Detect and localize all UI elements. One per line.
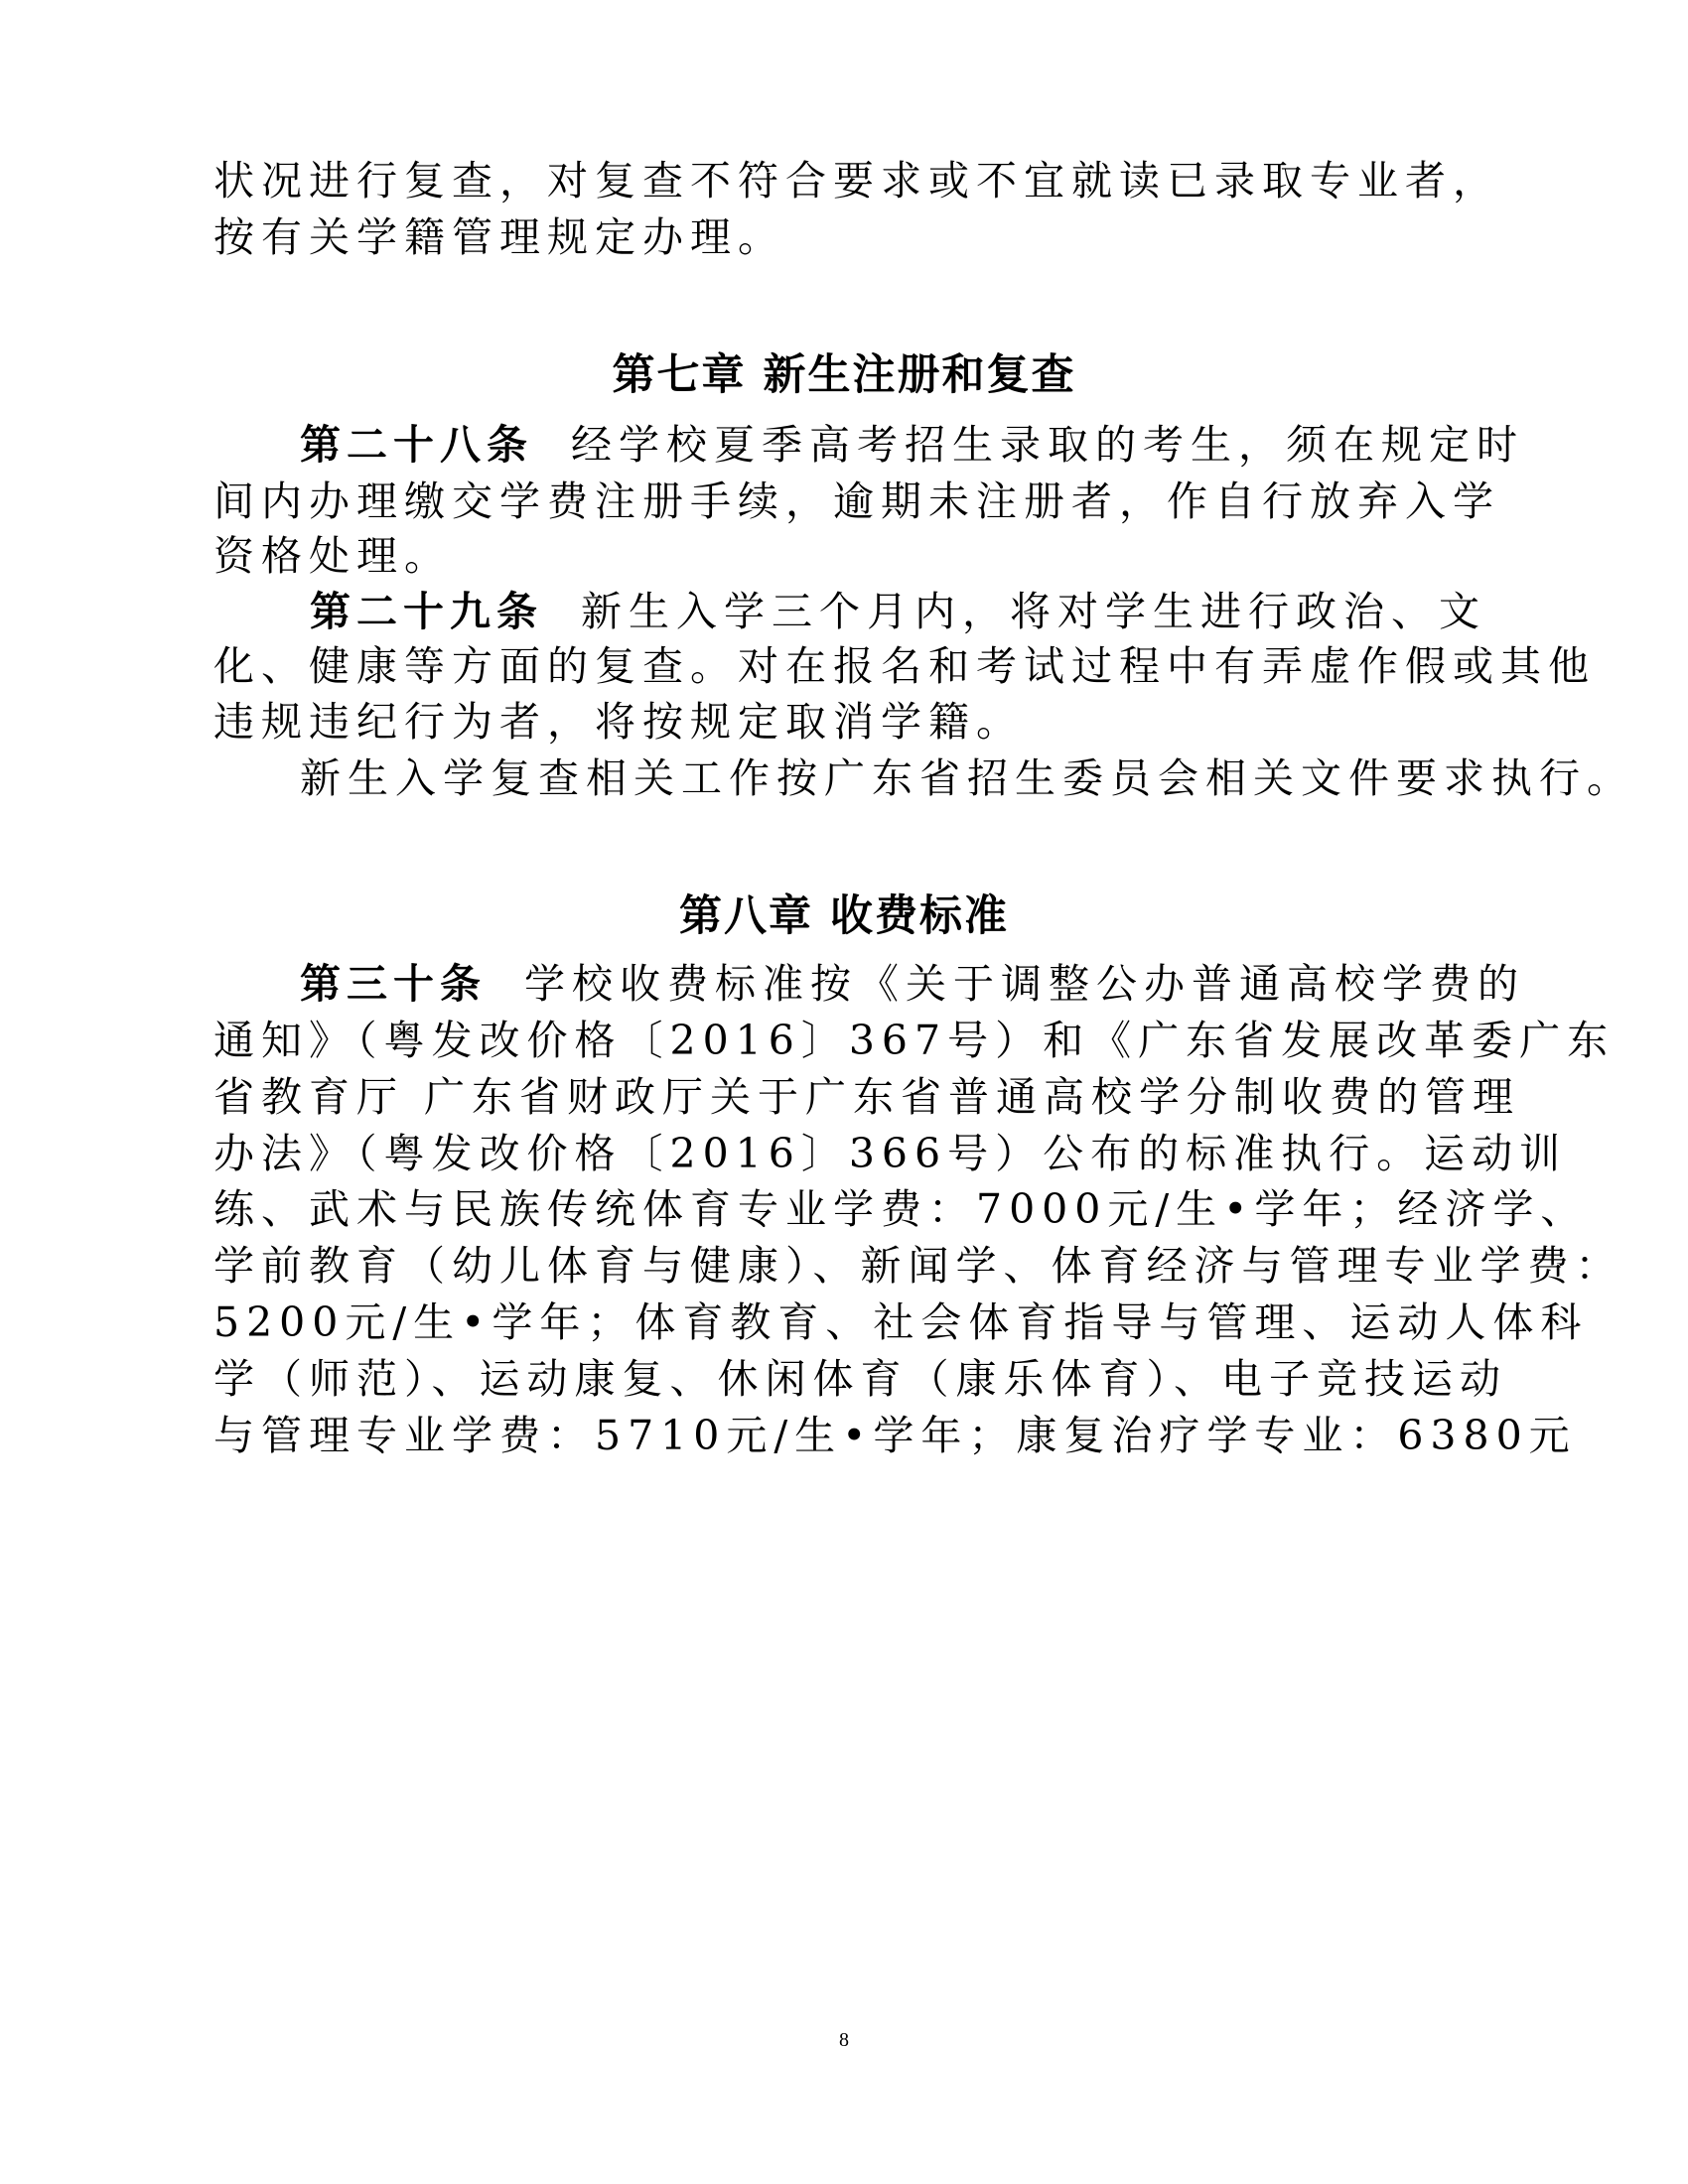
paragraph-line: 化、健康等方面的复查。对在报名和考试过程中有弄虚作假或其他: [213, 642, 1596, 690]
article-label: 第三十条: [300, 960, 487, 1008]
paragraph-line: 按有关学籍管理规定办理。: [213, 213, 785, 261]
article-text: 新生入学三个月内，将对学生进行政治、文: [581, 588, 1487, 635]
paragraph-line: 学（师范）、运动康复、休闲体育（康乐体育）、电子竞技运动: [213, 1355, 1507, 1403]
chapter-heading: 第七章 新生注册和复查: [612, 350, 1076, 400]
paragraph-line: 间内办理缴交学费注册手续，逾期未注册者，作自行放弃入学: [213, 478, 1500, 525]
paragraph-line: 状况进行复查，对复查不符合要求或不宜就读已录取专业者，: [213, 157, 1500, 205]
article-text: 经学校夏季高考招生录取的考生，须在规定时: [571, 421, 1525, 469]
paragraph-line: 违规违纪行为者，将按规定取消学籍。: [213, 698, 1024, 746]
paragraph-line: 办法》（粤发改价格〔2016〕366号）公布的标准执行。运动训: [213, 1130, 1568, 1177]
paragraph-line: 5200元/生•学年；体育教育、社会体育指导与管理、运动人体科: [213, 1298, 1589, 1346]
page-number: 8: [839, 2029, 849, 2051]
article-28-first-line: [300, 415, 1524, 475]
chapter-heading: 第八章 收费标准: [679, 891, 1009, 941]
article-29-first-line: [310, 582, 1486, 641]
article-label: 第二十九条: [310, 588, 543, 635]
article-30-first-line: [300, 954, 1525, 1014]
article-text: 学校收费标准按《关于调整公办普通高校学费的: [524, 960, 1526, 1008]
article-label: 第二十八条: [300, 421, 533, 469]
paragraph-line: 资格处理。: [213, 532, 452, 580]
paragraph-line: 新生入学复查相关工作按广东省招生委员会相关文件要求执行。: [300, 754, 1634, 802]
paragraph-line: 练、武术与民族传统体育专业学费：7000元/生•学年；经济学、: [213, 1185, 1589, 1233]
paragraph-line: 与管理专业学费：5710元/生•学年；康复治疗学专业：6380元: [213, 1412, 1577, 1459]
paragraph-line: 学前教育（幼儿体育与健康）、新闻学、体育经济与管理专业学费：: [213, 1242, 1623, 1290]
paragraph-line: 省教育厅 广东省财政厅关于广东省普通高校学分制收费的管理: [213, 1073, 1521, 1121]
paragraph-line: 通知》（粤发改价格〔2016〕367号）和《广东省发展改革委广东: [213, 1017, 1616, 1064]
